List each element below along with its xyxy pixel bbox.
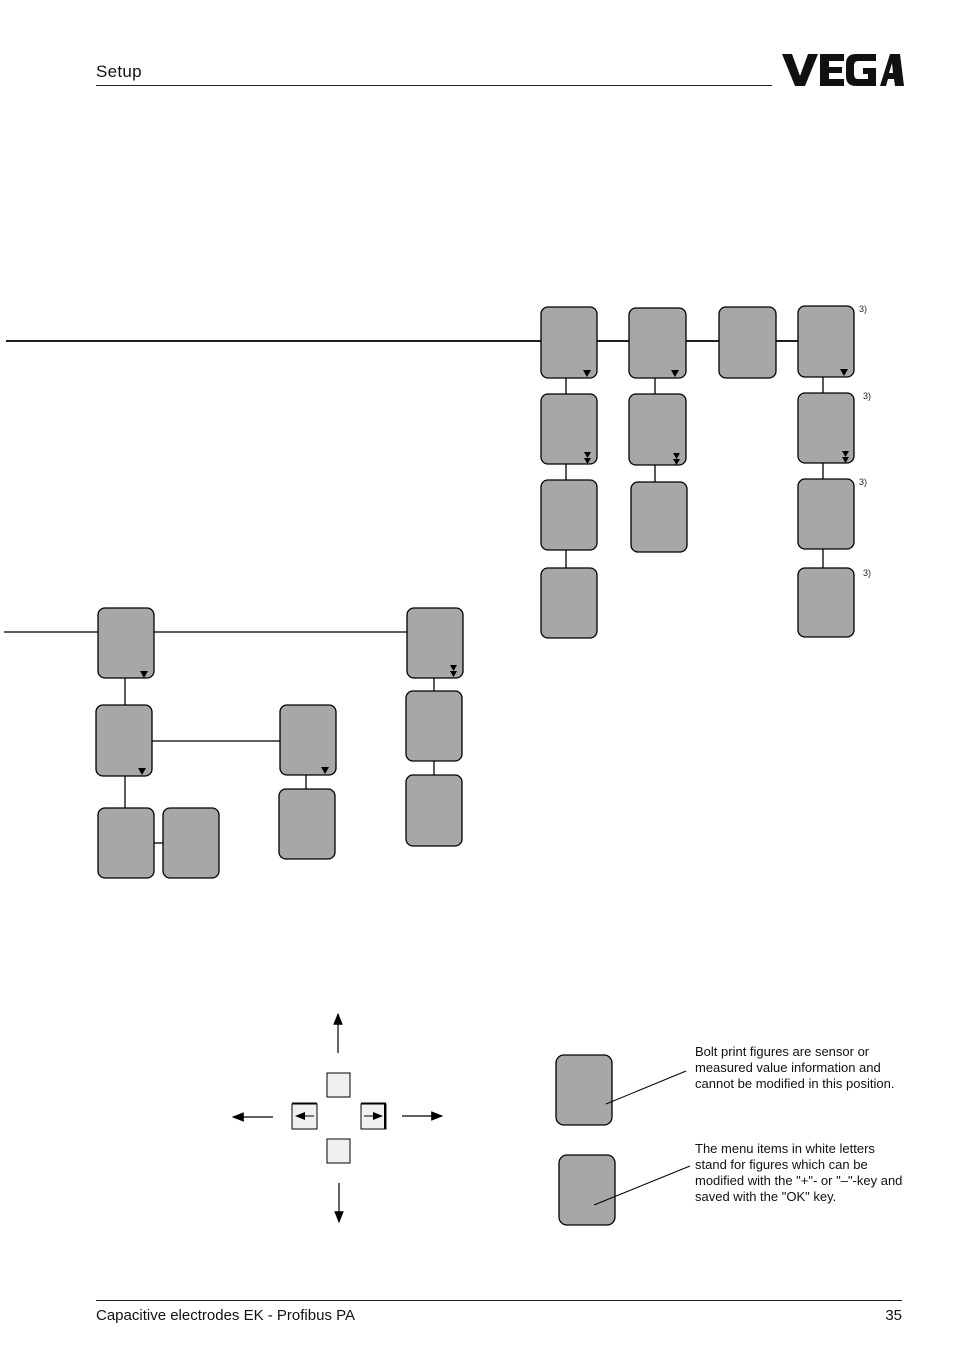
footnote-marker: 3) bbox=[859, 477, 868, 487]
menu-box bbox=[406, 775, 462, 846]
legend-box-bold-print bbox=[556, 1055, 612, 1125]
footer-rule bbox=[96, 1300, 902, 1301]
menu-box bbox=[98, 608, 154, 678]
bold-print-legend-note: Bolt print figures are sensor or measured value information and cannot be modified in this position. bbox=[695, 1044, 895, 1091]
white-letters-legend-note: The menu items in white letters stand for figures which can be modified with the "+"- or "–"-key and saved with the "OK" key. bbox=[695, 1141, 903, 1204]
menu-box bbox=[406, 691, 462, 761]
menu-box bbox=[631, 482, 687, 552]
page-number: 35 bbox=[885, 1307, 902, 1324]
menu-box bbox=[798, 306, 854, 377]
menu-box bbox=[279, 789, 335, 859]
menu-box bbox=[163, 808, 219, 878]
footnote-marker: 3) bbox=[859, 304, 868, 314]
menu-box bbox=[798, 568, 854, 637]
down-arrow-indicators bbox=[138, 369, 849, 775]
down-key bbox=[327, 1139, 350, 1163]
menu-box bbox=[719, 307, 776, 378]
footnote-marker: 3) bbox=[863, 568, 872, 578]
menu-boxes-upper bbox=[541, 306, 854, 638]
footer-document-title: Capacitive electrodes EK - Profibus PA bbox=[96, 1307, 356, 1324]
menu-box bbox=[541, 307, 597, 378]
menu-box bbox=[541, 568, 597, 638]
footnote-marker: 3) bbox=[863, 391, 872, 401]
menu-boxes-lower bbox=[96, 608, 463, 878]
legend-box-white-letters bbox=[559, 1155, 615, 1225]
menu-box bbox=[96, 705, 152, 776]
menu-box bbox=[541, 480, 597, 550]
menu-box bbox=[798, 479, 854, 549]
navigation-keys bbox=[233, 1014, 442, 1222]
menu-box bbox=[98, 808, 154, 878]
menu-box bbox=[629, 308, 686, 378]
page-section-title: Setup bbox=[96, 62, 142, 81]
legend-boxes bbox=[556, 1055, 615, 1225]
menu-box bbox=[280, 705, 336, 775]
up-key bbox=[327, 1073, 350, 1097]
